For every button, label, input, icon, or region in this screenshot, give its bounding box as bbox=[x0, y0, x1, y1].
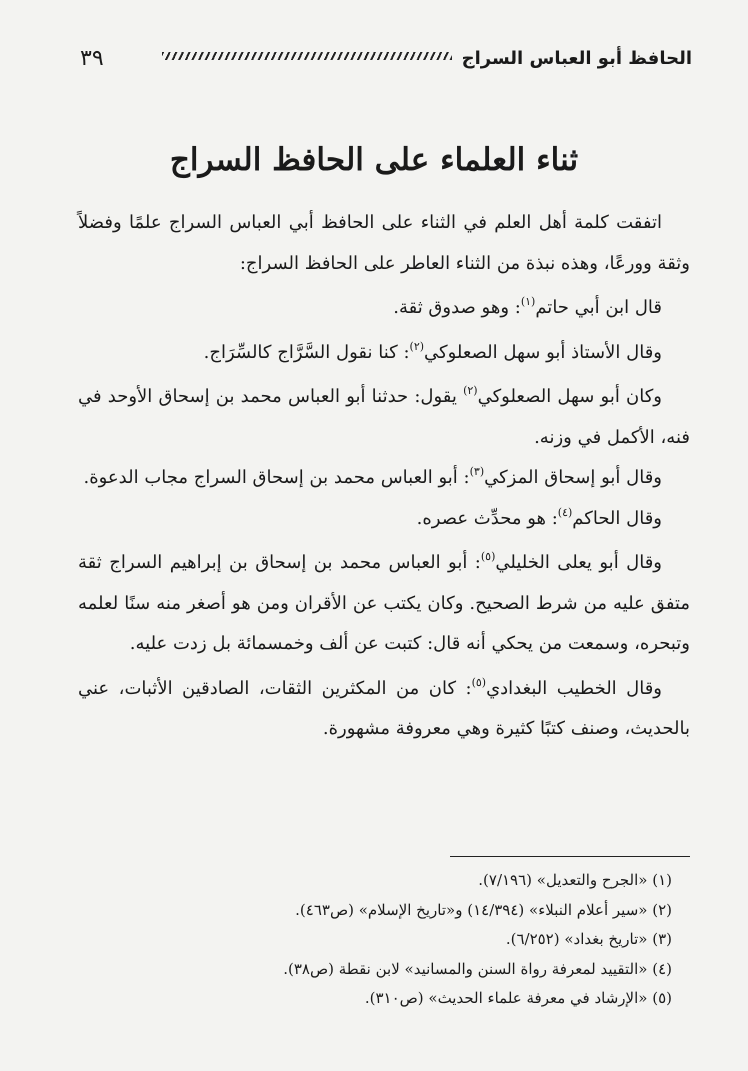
paragraph-rest: : وهو صدوق ثقة. bbox=[393, 297, 521, 318]
paragraph bbox=[78, 669, 690, 750]
paragraph bbox=[78, 458, 690, 499]
footnote-ref: (١) bbox=[520, 295, 536, 308]
footnote: (٤) «التقييد لمعرفة رواة السنن والمسانيد» لابن نقطة (ص٣٨). bbox=[283, 959, 672, 978]
paragraph bbox=[78, 203, 690, 284]
paragraph-lead: وقال أبو إسحاق المزكي bbox=[484, 467, 662, 488]
paragraph-rest: : هو محدِّث عصره. bbox=[416, 507, 558, 529]
footnote-ref: (٢) bbox=[409, 339, 425, 353]
paragraph-lead: قال ابن أبي حاتم bbox=[535, 297, 662, 318]
body-text bbox=[78, 203, 690, 754]
header-ornament bbox=[162, 52, 452, 60]
footnote: (٢) «سير أعلام النبلاء» (١٤/٣٩٤) و«تاريخ الإسلام» (ص٤٦٣). bbox=[295, 900, 672, 919]
footnote-ref: (٢) bbox=[463, 384, 478, 397]
footnote-ref: (٥) bbox=[480, 550, 496, 563]
paragraph-lead: وقال أبو يعلى الخليلي bbox=[495, 552, 662, 573]
footnote: (١) «الجرح والتعديل» (٧/١٩٦). bbox=[478, 871, 672, 889]
paragraph-lead: وقال الخطيب البغدادي bbox=[486, 677, 662, 699]
paragraph-rest: : كنا نقول السَّرَّاج كالسِّرَاج. bbox=[203, 341, 410, 363]
paragraph-rest: : كان من المكثرين الثقات، الصادقين الأثبات، عني بالحديث، وصنف كتبًا كثيرة وهي معروفة مشهورة. bbox=[78, 677, 690, 739]
footnote: (٥) «الإرشاد في معرفة علماء الحديث» (ص٣١٠). bbox=[364, 989, 672, 1007]
footnote-ref: (٥) bbox=[471, 675, 487, 689]
paragraph-lead: وقال الأستاذ أبو سهل الصعلوكي bbox=[424, 341, 662, 363]
footnote-ref: (٣) bbox=[469, 465, 485, 478]
paragraph-text: اتفقت كلمة أهل العلم في الثناء على الحافظ أبي العباس السراج علمًا وفضلاً وثقة وورعًا، وهذه نبذة من الثناء العاطر على الحافظ السراج: bbox=[78, 212, 690, 274]
paragraph-rest: : أبو العباس محمد بن إسحاق السراج مجاب الدعوة. bbox=[83, 467, 470, 488]
paragraph-rest: يقول: حدثنا أبو العباس محمد بن إسحاق الأوحد في فنه، الأكمل في وزنه. bbox=[78, 386, 690, 448]
paragraph-rest: : أبو العباس محمد بن إسحاق بن إبراهيم السراج ثقة متفق عليه من شرط الصحيح. وكان يكتب عن الأقران ومن هو أصغر منه سنًا لعلمه وتبحره، وسمعت من يحكي أنه قال: كتبت عن ألف وخمسمائة بل زدت عليه. bbox=[78, 552, 690, 654]
paragraph-lead: وقال الحاكم bbox=[572, 507, 662, 529]
footnote-ref: (٤) bbox=[557, 505, 573, 519]
running-header bbox=[80, 38, 692, 78]
footnote: (٣) «تاريخ بغداد» (٦/٢٥٢). bbox=[505, 930, 672, 948]
paragraph-lead: وكان أبو سهل الصعلوكي bbox=[477, 386, 662, 407]
paragraph bbox=[78, 377, 690, 458]
paragraph bbox=[78, 288, 690, 329]
running-book-title: الحافظ أبو العباس السراج bbox=[461, 47, 692, 69]
paragraph bbox=[78, 499, 690, 540]
footnote-separator bbox=[450, 856, 690, 857]
footnotes bbox=[78, 866, 690, 1014]
paragraph bbox=[78, 333, 690, 374]
chapter-title: ثناء العلماء على الحافظ السراج bbox=[169, 142, 579, 178]
page-number: ٣٩ bbox=[80, 45, 104, 71]
paragraph bbox=[78, 543, 690, 665]
